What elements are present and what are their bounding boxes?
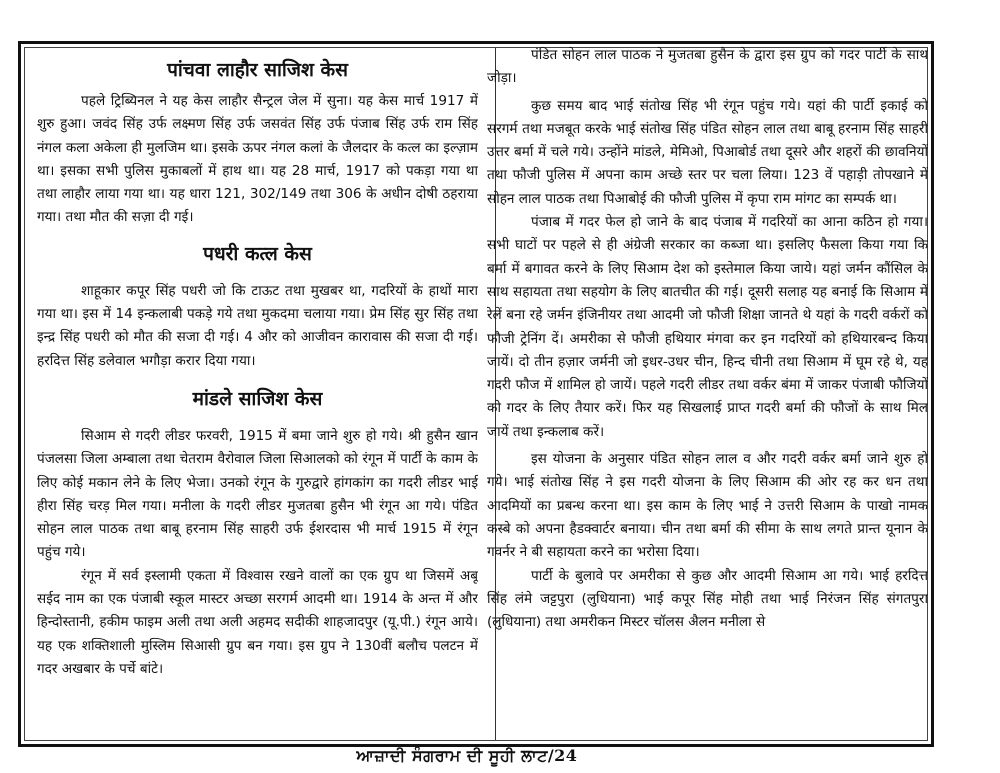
paragraph: पंडित सोहन लाल पाठक ने मुजतबा हुसैन के द्वारा इस ग्रुप को गदर पार्टी के साथ जोड़ा। xyxy=(487,47,928,87)
page-frame xyxy=(18,41,934,747)
paragraph: पंजाब में गदर फेल हो जाने के बाद पंजाब में गदरियों का आना कठिन हो गया। सभी घाटों पर पहले से ही अंग्रेजी सरकार का कब्जा था। इसलिए फैसला किया गया कि बर्मा में बगावत करने के लिए सिआम देश को इस्तेमाल किया जाये। यहां जर्मन कौंसिल के साथ सहायता तथा सहयोग के लिए बातचीत की गई। दूसरी सलाह यह बनाई कि सिआम में रेलें बना रहे जर्मन इंजिनीयर तथा आदमी जो फौजी शिक्षा जानते थे यहां के गदरी वर्करों को फौजी ट्रेनिंग दें। अमरीका से फौजी हथियार मंगवा कर इन गदरियों को हथियारबन्द किया जायें। दो तीन हज़ार जर्मनी जो इधर-उधर चीन, हिन्द चीनी तथा सिआम में घूम रहे थे, यह गदरी फौज में शामिल हो जायें। पहले गदरी लीडर तथा वर्कर बंमा में जाकर पंजाबी फौजियों को गदर के लिए तैयार करें। फिर यह सिखलाई प्राप्त गदरी बर्मा की फौजों के साथ मिल जायें तथा इन्कलाब करें। xyxy=(487,214,928,440)
page-footer: ਆਜ਼ਾਦੀ ਸੰਗਰਾਮ ਦੀ ਸੂਹੀ ਲਾਟ/24 xyxy=(356,746,578,765)
paragraph: इस योजना के अनुसार पंडित सोहन लाल व और गदरी वर्कर बर्मा जाने शुरु हो गये। भाई संतोख सिंह ने इस गदरी योजना के लिए सिआम की ओर रह कर धन तथा आदमियों का प्रबन्ध करना था। इस काम के लिए भाई ने उत्तरी सिआम के पाखो नामक कस्बे को अपना हैडक्वार्टर बनाया। चीन तथा बर्मा की सीमा के साथ लगते प्रान्त यूनान के गवर्नर ने बी सहायता करने का भरोसा दिया। xyxy=(487,451,928,561)
paragraph: पहले ट्रिब्यिनल ने यह केस लाहौर सैन्ट्रल जेल में सुना। यह केस मार्च 1917 में शुरु हुआ। जवंद सिंह उर्फ लक्ष्मण सिंह उर्फ जसवंत सिंह उर्फ पंजाब सिंह उर्फ राम सिंह नंगल कला अकेला ही मुलजिम था। इसके ऊपर नंगल कलां के जैलदार के कत्ल का इल्ज़ाम था। इसका सभी पुलिस मुकाबलों में हाथ था। यह 28 मार्च, 1917 को पकड़ा गया था तथा लाहौर लाया गया था। यह धारा 121, 302/149 तथा 306 के अधीन दोषी ठहराया गया। तथा मौत की सज़ा दी गई। xyxy=(37,93,478,226)
paragraph: सिआम से गदरी लीडर फरवरी, 1915 में बमा जाने शुरु हो गये। श्री हुसैन खान पंजलसा जिला अम्बाला तथा चेतराम वैरोवाल जिला सिआलको को रंगून में पार्टी के काम के लिए कोई मकान लेने के लिए भेजा। उनको रंगून के गुरुद्वारे हांगकांग का गदरी लीडर भाई हीरा सिंह चरड़ मिल गया। मनीला के गदरी लीडर मुजतबा हुसैन भी रंगून आ गये। पंडित सोहन लाल पाठक तथा बाबू हरनाम सिंह साहरी उर्फ ईशरदास भी मार्च 1915 में रंगून पहुंच गये। xyxy=(37,427,478,561)
section-heading-fifth-lahore-case: पांचवा लाहौर साजिश केस xyxy=(167,59,348,81)
right-column xyxy=(487,44,928,740)
paragraph: पार्टी के बुलावे पर अमरीका से कुछ और आदमी सिआम आ गये। भाई हरदित्त सिंह लंमे जट्टपुरा (लुधियाना) भाई कपूर सिंह मोही तथा भाई निरंजन सिंह संगतपुरा (लुधियाना) तथा अमरीकन मिस्टर चॉलस अैलन मनीला से xyxy=(487,567,928,631)
paragraph: कुछ समय बाद भाई संतोख सिंह भी रंगून पहुंच गये। यहां की पार्टी इकाई को सरगर्म तथा मजबूत करके भाई संतोख सिंह पंडित सोहन लाल तथा बाबू हरनाम सिंह साहरी उत्तर बर्मा में चले गये। उन्होंने मांडले, मेमिओ, पिआबोर्ड तथा दूसरे और शहरों की छावनियों तथा फौजी पुलिस में अपना काम अच्छे स्तर पर चला लिया। 123 वें पहाड़ी तोपखाने में सोहन लाल पाठक तथा पिआबोई की फौजी पुलिस में कृपा राम मांगट का सम्पर्क था। xyxy=(487,97,928,207)
paragraph: रंगून में सर्व इस्लामी एकता में विश्वास रखने वालों का एक ग्रुप था जिसमें अबू सईद नाम का एक पंजाबी स्कूल मास्टर अच्छा सरगर्म आदमी था। 1914 के अन्त में और हिन्दोस्तानी, हकीम फाइम अली तथा अली अहमद सदीकी शाहजादपुर (यू.पी.) रंगून आये। यह एक शक्तिशाली मुस्लिम सिआसी ग्रुप बन गया। इस ग्रुप ने 130वीं बलौच पलटन में गदर अखबार के पर्चे बांटे। xyxy=(37,567,478,677)
section-heading-padhri-murder-case: पधरी कत्ल केस xyxy=(203,242,312,265)
left-column xyxy=(37,48,478,740)
paragraph: शाहूकार कपूर सिंह पधरी जो कि टाऊट तथा मुखबर था, गदरियों के हाथों मारा गया था। इस में 14 इन्कलाबी पकड़े गये तथा मुकदमा चलाया गया। प्रेम सिंह सुर सिंह तथा इन्द्र सिंह पधरी को मौत की सजा दी गई। 4 और को आजीवन कारावास की सजा दी गई। हरदित्त सिंह डलेवाल भगौड़ा करार दिया गया। xyxy=(37,282,478,369)
section-heading-mandalay-case: मांडले साजिश केस xyxy=(192,387,323,410)
